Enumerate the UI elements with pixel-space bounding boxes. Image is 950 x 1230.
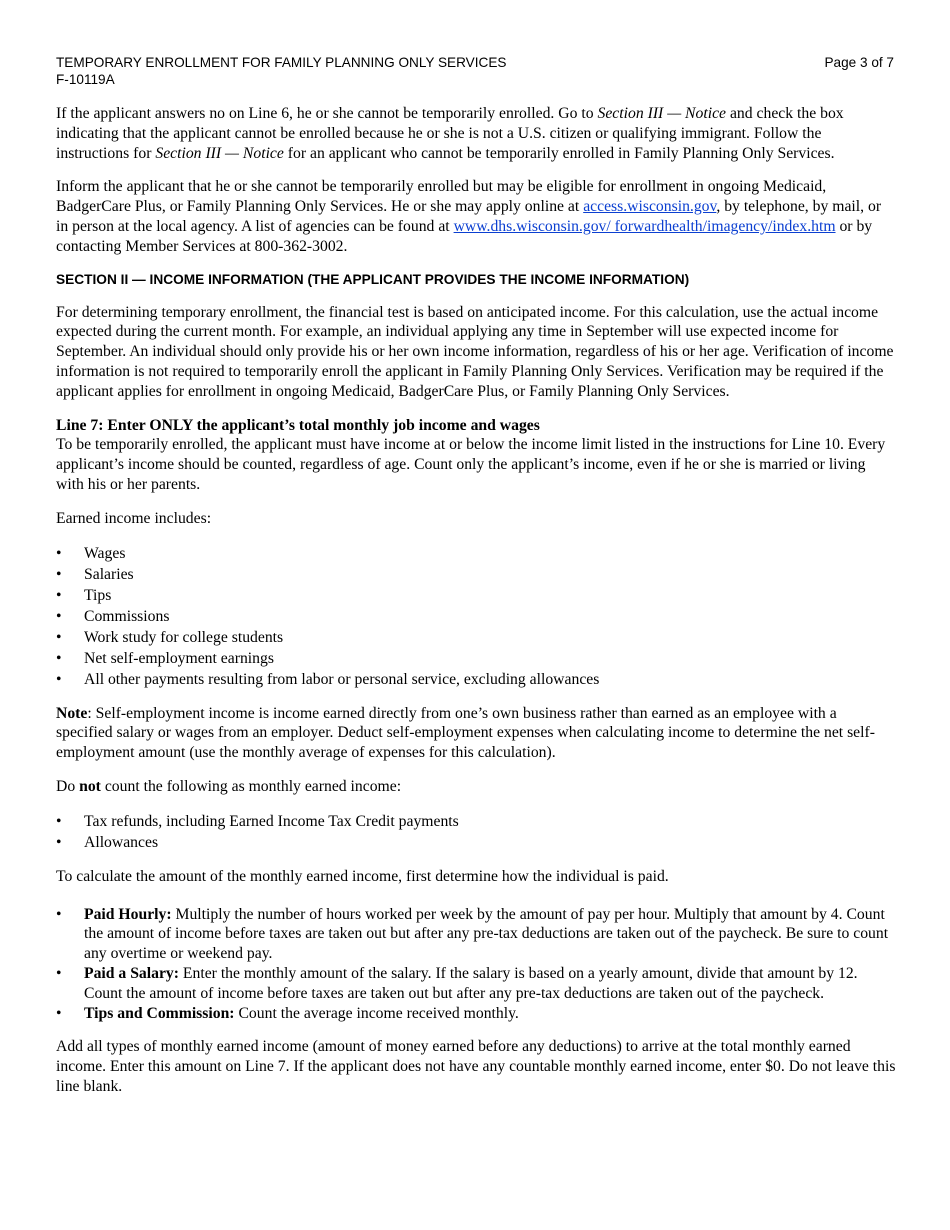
agency-list-link[interactable]: www.dhs.wisconsin.gov/ forwardhealth/imagency/index.htm [453, 217, 836, 235]
list-item: • Commissions [56, 606, 896, 627]
list-item: • Wages [56, 543, 896, 564]
list-item: • Paid a Salary: Enter the monthly amount of the salary. If the salary is based on a yearly amount, divide that amount by 12. Count the amount of income before taxes are taken out but after any pre-tax deductions are taken out of the paycheck. [56, 964, 896, 1004]
earned-income-list [56, 543, 896, 690]
page-body [56, 104, 896, 1097]
line7-heading: Line 7: Enter ONLY the applicant’s total monthly job income and wages [56, 416, 540, 434]
paragraph-inform-applicant: Inform the applicant that he or she cannot be temporarily enrolled but may be eligible for enrollment in ongoing Medicaid, BadgerCare Plus, or Family Planning Only Services. He or she may apply online at access.wisconsin.gov, by telephone, by mail, or in person at the local agency. A list of agencies can be found at www.dhs.wisconsin.gov/ forwardhealth/imagency/index.htm or by contacting Member Services at 800-362-3002. [56, 178, 882, 255]
list-item: • Net self-employment earnings [56, 648, 896, 669]
list-item: • Salaries [56, 564, 896, 585]
section-reference: Section III — Notice [155, 144, 284, 162]
access-wisconsin-link[interactable]: access.wisconsin.gov [583, 198, 717, 216]
paragraph-note: Note: Self-employment income is income earned directly from one’s own business rather than earned as an employee with a specified salary or wages from an employer. Deduct self-employment expenses when calculating income to determine the net self-employment amount (use the monthly average of expenses for this calculation). [56, 704, 875, 762]
list-item: • Work study for college students [56, 627, 896, 648]
form-number: F-10119A [56, 72, 115, 87]
list-item: • All other payments resulting from labor or personal service, excluding allowances [56, 669, 896, 690]
section-heading: SECTION II — INCOME INFORMATION (THE APPLICANT PROVIDES THE INCOME INFORMATION) [56, 271, 690, 287]
earned-income-intro: Earned income includes: [56, 509, 212, 527]
pay-type-list [56, 905, 896, 1024]
list-item: • Paid Hourly: Multiply the number of hours worked per week by the amount of pay per hour. Multiply that amount by 4. Count the amount of income before taxes are taken out but after any pre-tax deductions are taken out of the paycheck. Be sure to count any overtime or weekend pay. [56, 905, 896, 964]
document-header [56, 54, 506, 88]
paragraph-do-not-count: Do not count the following as monthly earned income: [56, 777, 402, 795]
list-item: • Tax refunds, including Earned Income Tax Credit payments [56, 811, 896, 832]
list-item: • Tips and Commission: Count the average income received monthly. [56, 1004, 896, 1024]
paragraph-calc-intro: To calculate the amount of the monthly earned income, first determine how the individual is paid. [56, 867, 669, 885]
form-title: TEMPORARY ENROLLMENT FOR FAMILY PLANNING ONLY SERVICES [56, 55, 507, 70]
paragraph-line7-body: To be temporarily enrolled, the applicant must have income at or below the income limit listed in the instructions for Line 10. Every applicant’s income should be counted, regardless of age. Count only the applicant’s income, even if he or she is married or living with his or her parents. [56, 436, 886, 493]
paragraph-closing: Add all types of monthly earned income (amount of money earned before any deductions) to arrive at the total monthly earned income. Enter this amount on Line 7. If the applicant does not have any countable monthly earned income, enter $0. Do not leave this line blank. [56, 1038, 896, 1095]
list-item: • Allowances [56, 832, 896, 853]
paragraph-income-intro: For determining temporary enrollment, the financial test is based on anticipated income. For this calculation, use the actual income expected during the current month. For example, an individual applying any time in September will use expected income for September. An individual should only provide his or her own income information, regardless of his or her age. Verification of income information is not required to temporarily enroll the applicant in Family Planning Only Services. Verification may be required if the applicant applies for enrollment in ongoing Medicaid, BadgerCare Plus, or Family Planning Only Services. [56, 303, 894, 400]
excluded-income-list [56, 811, 896, 853]
page-number: Page 3 of 7 [824, 55, 894, 70]
section-reference: Section III — Notice [597, 105, 727, 122]
paragraph-line6-no: If the applicant answers no on Line 6, he or she cannot be temporarily enrolled. Go to Section III — Notice and check the box indicating that the applicant cannot be enrolled because he or she is not a U.S. citizen or qualifying immigrant. Follow the instructions for Section III — Notice for an applicant who cannot be temporarily enrolled in Family Planning Only Services. [56, 105, 844, 162]
list-item: • Tips [56, 585, 896, 606]
